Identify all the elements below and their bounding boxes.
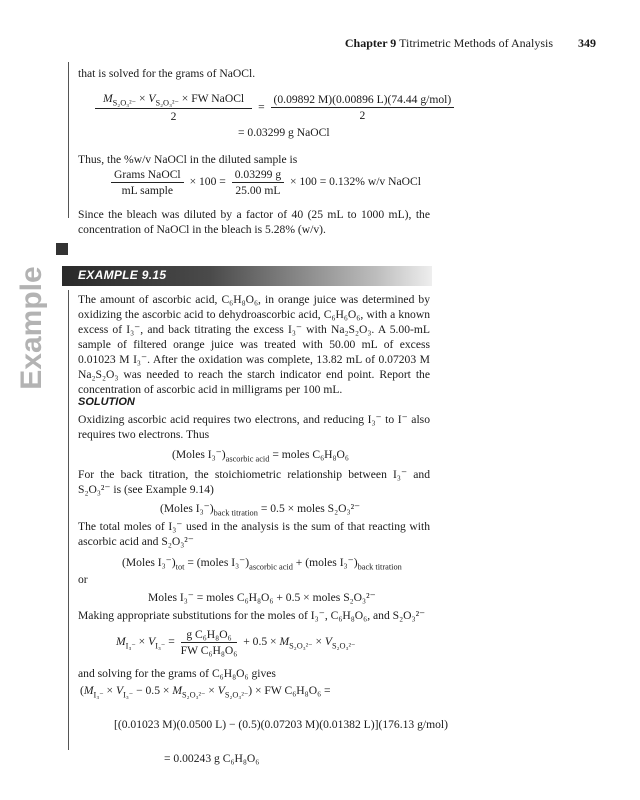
paragraph-percent: Thus, the %w/v NaOCl in the diluted sample is	[78, 153, 298, 166]
eq2-den2: 25.00 mL	[235, 184, 281, 197]
running-header	[345, 36, 596, 51]
chapter-title: Titrimetric Methods of Analysis	[399, 36, 553, 50]
example-number: EXAMPLE 9.15	[78, 268, 167, 282]
eq1-result: = 0.03299 g NaOCl	[238, 126, 330, 139]
equation-result: = 0.00243 g C₆H₈O₆	[164, 752, 260, 765]
equation-percent	[108, 168, 421, 197]
equation-grams-naocl: $\frac{M_{S_2O_3^{2-}} \times V_{S_2O_3^{2-}} \times FW NaOCl}{2}$ = $\frac{\text{(0.09892 M)(0.00896 L)(74.44 g/mol)}}{2}$	[92, 92, 457, 123]
s1-eq-rhs: = moles C₆H₈O₆	[272, 448, 349, 461]
eq1-num-text: × FW NaOCl	[178, 92, 245, 105]
example-margin-rule	[68, 290, 69, 750]
solution-step-1: Oxidizing ascorbic acid requires two electrons, and reducing I₃⁻ to I⁻ also requires two electrons. Thus	[78, 413, 430, 441]
page-number: 349	[578, 36, 596, 50]
eq2-num: Grams NaOCl	[111, 168, 184, 183]
solution-step-5: Making appropriate substitutions for the moles of I₃⁻, C₆H₈O₆, and S₂O₃²⁻	[78, 609, 426, 622]
or-text: or	[78, 573, 88, 586]
eq1-rhs-num: (0.09892 M)(0.00896 L)(74.44 g/mol)	[271, 93, 455, 108]
eq2-num2: 0.03299 g	[232, 168, 284, 183]
eq2-den: mL sample	[121, 184, 174, 197]
equation-moles: Moles I₃⁻ = moles C₆H₈O₆ + 0.5 × moles S₂O₃²⁻	[148, 591, 376, 604]
solution-step-2: For the back titration, the stoichiometric relationship between I₃⁻ and S₂O₃²⁻ is (see Example 9.14)	[78, 468, 430, 496]
paragraph-bleach: Since the bleach was diluted by a factor of 40 (25 mL to 1000 mL), the concentration of NaOCl in the bleach is 5.28% (w/v).	[78, 208, 430, 236]
end-marker	[56, 243, 68, 255]
s5-num: g C₆H₈O₆	[181, 628, 238, 643]
equation-ascorbic: (Moles $I_3^-)_{ascorbic acid}$ = moles C₆H₈O₆	[172, 448, 349, 464]
s5-den: FW C₆H₈O₆	[180, 644, 238, 657]
paragraph-intro: that is solved for the grams of NaOCl.	[78, 67, 256, 80]
problem-statement: The amount of ascorbic acid, C₆H₈O₆, in orange juice was determined by oxidizing the ascorbic acid to dehydroascorbic acid, C₆H₆O₆, with a known excess of I₃⁻, and back titrating the excess I₃⁻ with Na₂S₂O₃. A 5.00-mL sample of filtered orange juice was treated with 50.00 mL of excess 0.01023 M I₃⁻. After the oxidation was complete, 13.82 mL of 0.07203 M Na₂S₂O₃ was needed to reach the starch indicator end point. Report the concentration of ascorbic acid in milligrams per 100 mL.	[78, 293, 430, 396]
eq1-den: 2	[170, 110, 177, 124]
solution-step-3: The total moles of I₃⁻ used in the analysis is the sum of that reacting with ascorbic acid and S₂O₃²⁻	[78, 520, 430, 548]
eq2-mid: × 100 =	[189, 175, 226, 189]
s6-eq-end: × FW C₆H₈O₆ =	[255, 684, 331, 697]
equation-numbers: [(0.01023 M)(0.0500 L) − (0.5)(0.07203 M)(0.01382 L)](176.13 g/mol)	[114, 718, 449, 731]
equation-total: (Moles $I_3^-)_{tot}$ = (moles $I_3^-)_{ascorbic acid}$ + (moles $I_3^-)_{back titration}$	[122, 556, 402, 572]
side-example-label	[6, 266, 58, 390]
equation-substitution: $M_{I_3^-} \times V_{I_3^-}$ = $\frac{\text{g C₆H₈O₆}}{\text{FW C₆H₈O₆}}$ + $0.5 \times M_{S_2O_3^{2-}} \times V_{S_2O_3^{2-}}$	[116, 628, 356, 657]
eq1-equals: =	[258, 100, 265, 114]
example-banner	[62, 266, 432, 286]
margin-rule	[68, 62, 69, 218]
solution-step-6: and solving for the grams of C₆H₈O₆ gives	[78, 667, 276, 680]
s2-eq-rhs: = 0.5 × moles S₂O₃²⁻	[260, 502, 361, 515]
eq2-end: × 100 = 0.132% w/v NaOCl	[290, 175, 421, 189]
equation-solve: $(M_{I_3^-} \times V_{I_3^-} - 0.5 \times M_{S_2O_3^{2-}} \times V_{S_2O_3^{2-}})$ × FW C₆H₈O₆ =	[80, 684, 331, 700]
side-label-text: Example	[15, 266, 48, 390]
solution-heading: SOLUTION	[78, 396, 135, 408]
equation-back-titration: (Moles $I_3^-)_{back titration} = 0.5$ × moles S₂O₃²⁻	[160, 502, 361, 518]
eq1-rhs-den: 2	[359, 109, 366, 123]
chapter-label: Chapter 9	[344, 36, 397, 50]
